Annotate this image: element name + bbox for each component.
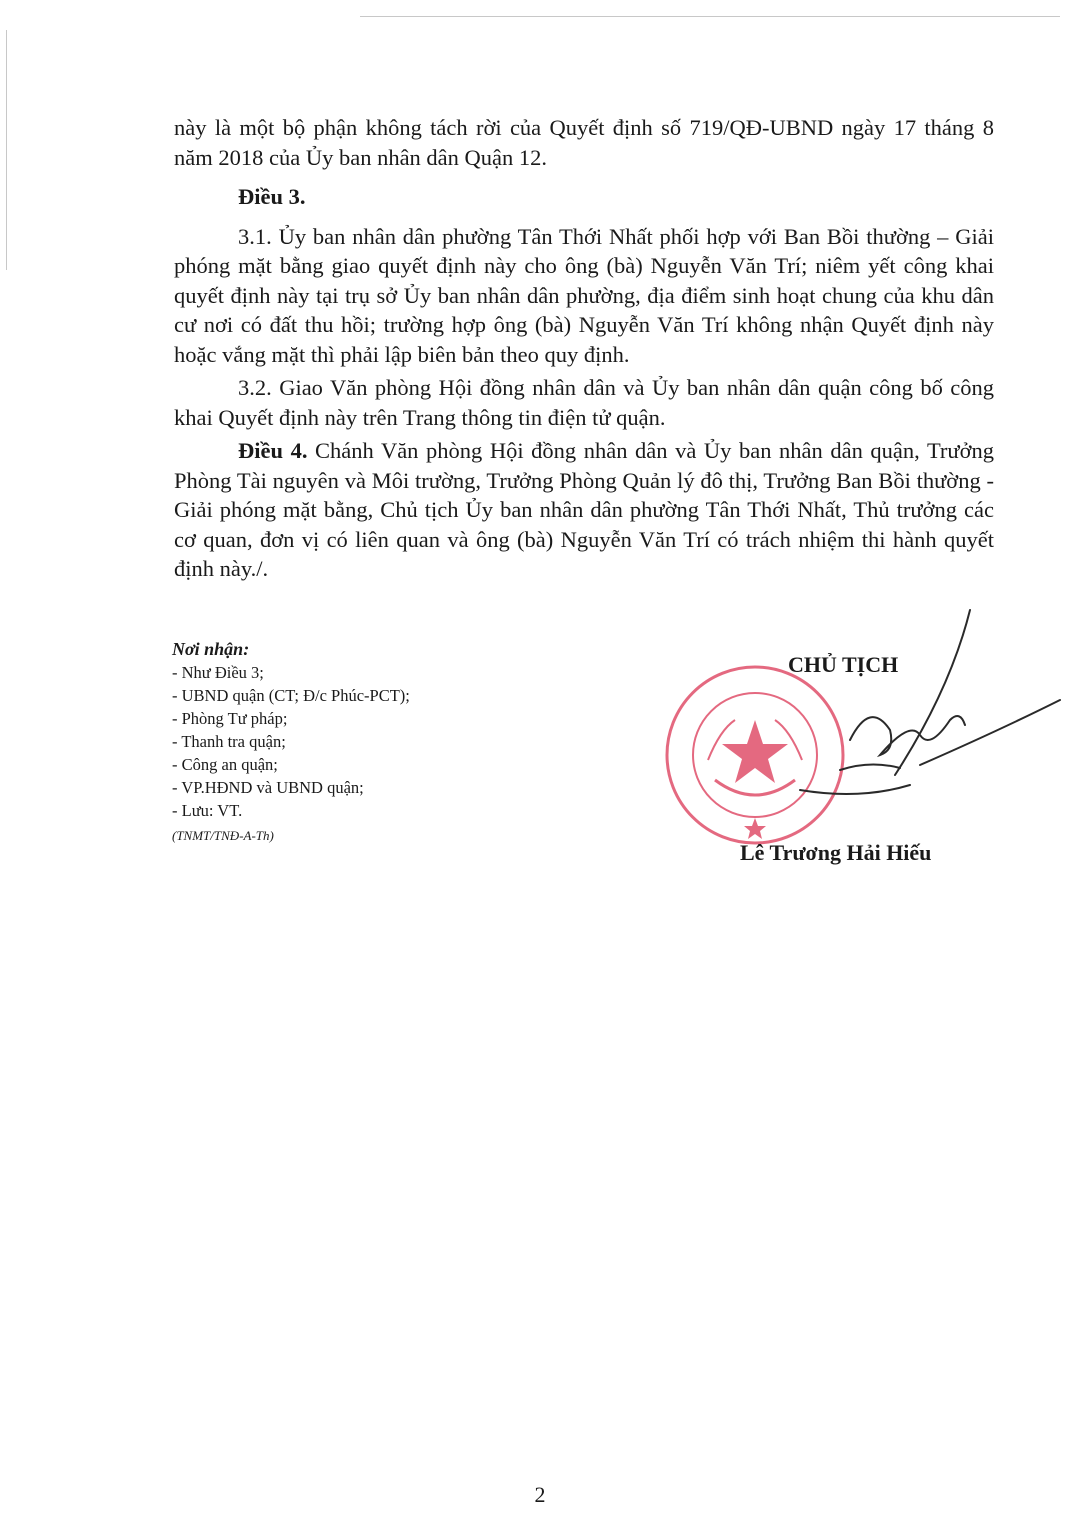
continuation-paragraph: này là một bộ phận không tách rời của Quyết định số 719/QĐ-UBND ngày 17 tháng 8 năm 2018 của Ủy ban nhân dân Quận 12.	[174, 115, 994, 170]
article-4-text: Chánh Văn phòng Hội đồng nhân dân và Ủy ban nhân dân quận, Trưởng Phòng Tài nguyên và Môi trường, Trưởng Phòng Quản lý đô thị, Trưởng Ban Bồi thường - Giải phóng mặt bằng, Chủ tịch Ủy ban nhân dân phường Tân Thới Nhất, Thủ trưởng các cơ quan, đơn vị có liên quan và ông (bà) Nguyễn Văn Trí có trách nhiệm thi hành quyết định này./.	[174, 438, 994, 581]
signer-name: Lê Trương Hải Hiếu	[740, 840, 932, 865]
article-3-heading: Điều 3.	[238, 184, 306, 209]
recipients-block	[172, 638, 592, 847]
article-4-label: Điều 4.	[238, 438, 308, 463]
recipient-item: - VP.HĐND và UBND quận;	[172, 778, 364, 797]
scan-artifact-top	[360, 16, 1060, 17]
recipient-item: - UBND quận (CT; Đ/c Phúc-PCT);	[172, 686, 410, 705]
recipient-item: - Thanh tra quận;	[172, 732, 286, 751]
document-body	[174, 113, 994, 588]
signature-block	[660, 600, 1080, 880]
document-reference-code: (TNMT/TNĐ-A-Th)	[172, 828, 274, 843]
recipient-item: - Công an quận;	[172, 755, 278, 774]
recipients-title: Nơi nhận:	[172, 639, 250, 659]
article-4-paragraph	[174, 436, 994, 584]
recipients-list	[172, 661, 592, 822]
signer-position: CHỦ TỊCH	[788, 652, 899, 677]
recipient-item: - Lưu: VT.	[172, 801, 243, 820]
article-3-1-paragraph: 3.1. Ủy ban nhân dân phường Tân Thới Nhất phối hợp với Ban Bồi thường – Giải phóng mặt bằng giao quyết định này cho ông (bà) Nguyễn Văn Trí; niêm yết công khai quyết định này tại trụ sở Ủy ban nhân dân phường, địa điểm sinh hoạt chung của khu dân cư nơi có đất thu hồi; trường hợp ông (bà) Nguyễn Văn Trí không nhận Quyết định này hoặc vắng mặt thì phải lập biên bản theo quy định.	[174, 223, 994, 367]
recipient-item: - Như Điều 3;	[172, 663, 264, 682]
article-3-2-paragraph: 3.2. Giao Văn phòng Hội đồng nhân dân và Ủy ban nhân dân quận công bố công khai Quyết định này trên Trang thông tin điện tử quận.	[174, 375, 994, 430]
scan-artifact-left	[6, 30, 7, 270]
page-number: 2	[534, 1482, 546, 1507]
handwritten-signature-icon	[720, 600, 1080, 830]
recipient-item: - Phòng Tư pháp;	[172, 709, 288, 728]
